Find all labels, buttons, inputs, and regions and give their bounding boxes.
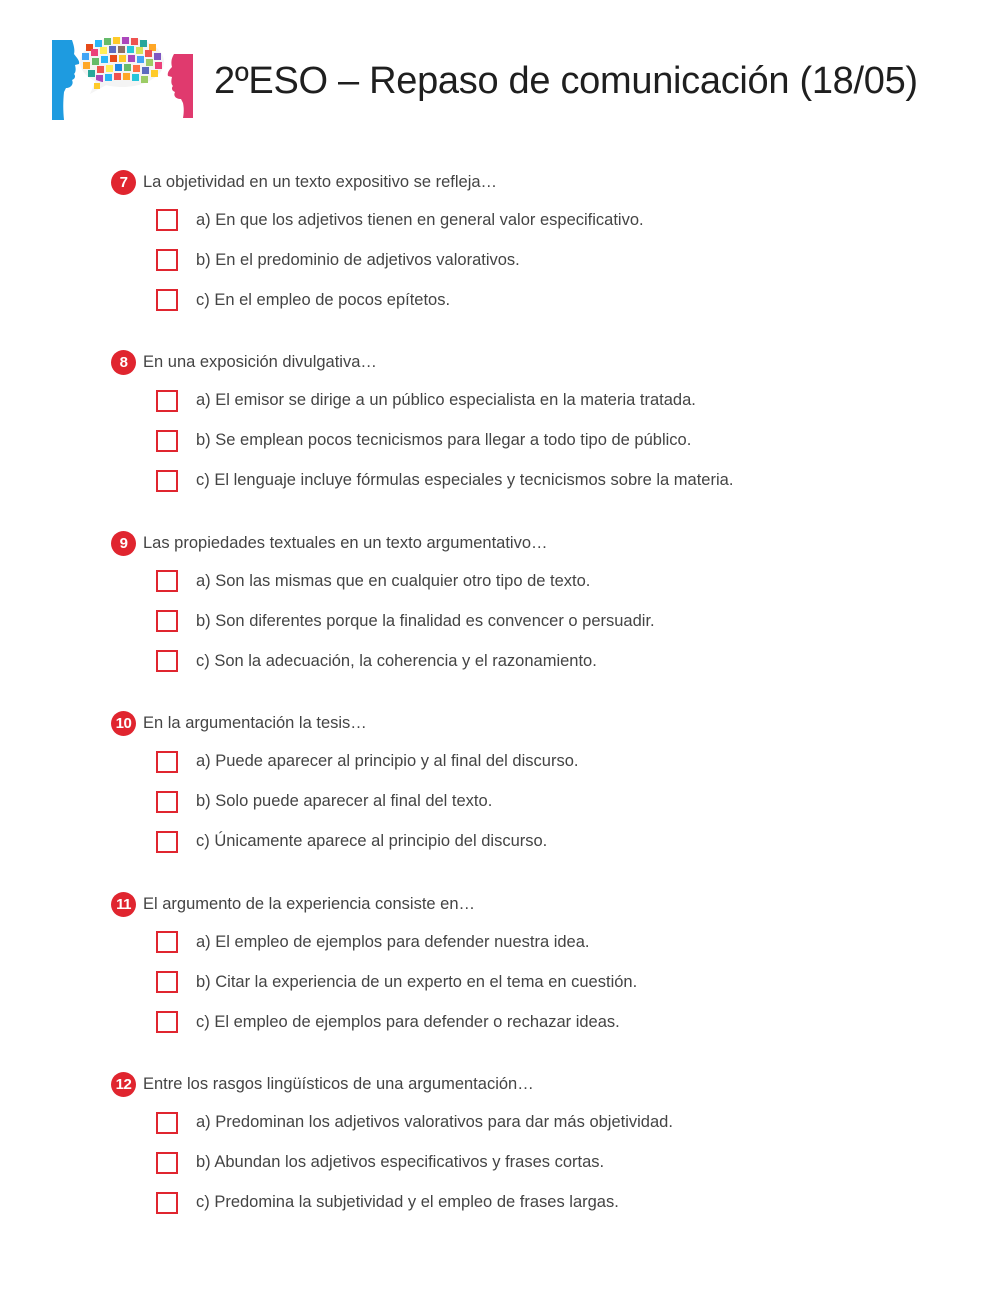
answer-checkbox[interactable]	[156, 931, 178, 953]
option-label: b) Solo puede aparecer al final del texto.	[196, 792, 493, 811]
question-text: El argumento de la experiencia consiste en…	[143, 894, 476, 913]
option-label: a) Predominan los adjetivos valorativos para dar más objetividad.	[196, 1113, 673, 1132]
option-label: b) Se emplean pocos tecnicismos para llegar a todo tipo de público.	[196, 431, 692, 450]
option-label: a) El empleo de ejemplos para defender nuestra idea.	[196, 932, 590, 951]
question-text: En la argumentación la tesis…	[143, 714, 367, 733]
answer-checkbox[interactable]	[156, 1011, 178, 1033]
option-label: c) Son la adecuación, la coherencia y el razonamiento.	[196, 651, 597, 670]
question-number-badge: 11	[111, 892, 136, 917]
option-c	[156, 1009, 620, 1035]
option-label: a) Puede aparecer al principio y al final del discurso.	[196, 752, 579, 771]
option-a	[156, 388, 696, 414]
option-a	[156, 1110, 673, 1136]
answer-checkbox[interactable]	[156, 1152, 178, 1174]
option-label: c) Únicamente aparece al principio del discurso.	[196, 832, 548, 851]
option-a	[156, 207, 644, 233]
option-c	[156, 648, 597, 674]
answer-checkbox[interactable]	[156, 209, 178, 231]
question-header	[111, 1072, 534, 1098]
question-7	[0, 165, 1000, 346]
option-c	[156, 468, 733, 494]
answer-checkbox[interactable]	[156, 470, 178, 492]
option-b	[156, 969, 637, 995]
option-label: a) En que los adjetivos tienen en general valor especificativo.	[196, 210, 644, 229]
option-label: b) Son diferentes porque la finalidad es convencer o persuadir.	[196, 611, 655, 630]
question-text: La objetividad en un texto expositivo se refleja…	[143, 172, 498, 191]
option-label: c) Predomina la subjetividad y el empleo de frases largas.	[196, 1193, 619, 1212]
option-b	[156, 1150, 604, 1176]
question-9	[0, 526, 1000, 707]
question-8	[0, 346, 1000, 527]
question-header	[111, 530, 548, 556]
option-a	[156, 929, 590, 955]
answer-checkbox[interactable]	[156, 831, 178, 853]
option-a	[156, 749, 578, 775]
answer-checkbox[interactable]	[156, 971, 178, 993]
question-header	[111, 169, 497, 195]
option-b	[156, 608, 655, 634]
question-number-badge: 10	[111, 711, 136, 736]
option-c	[156, 287, 450, 313]
option-label: c) El empleo de ejemplos para defender o rechazar ideas.	[196, 1012, 620, 1031]
answer-checkbox[interactable]	[156, 570, 178, 592]
question-text: Entre los rasgos lingüísticos de una argumentación…	[143, 1075, 534, 1094]
option-label: b) Abundan los adjetivos especificativos y frases cortas.	[196, 1153, 605, 1172]
option-label: a) El emisor se dirige a un público especialista en la materia tratada.	[196, 391, 696, 410]
answer-checkbox[interactable]	[156, 249, 178, 271]
option-label: b) Citar la experiencia de un experto en el tema en cuestión.	[196, 972, 638, 991]
answer-checkbox[interactable]	[156, 650, 178, 672]
option-label: b) En el predominio de adjetivos valorativos.	[196, 250, 520, 269]
question-12	[0, 1068, 1000, 1249]
question-text: En una exposición divulgativa…	[143, 353, 377, 372]
question-header	[111, 711, 367, 737]
page-title: 2ºESO – Repaso de comunicación (18/05)	[214, 60, 918, 102]
answer-checkbox[interactable]	[156, 430, 178, 452]
question-header	[111, 891, 475, 917]
question-number-badge: 9	[111, 531, 136, 556]
talking-heads-logo	[50, 32, 195, 122]
option-b	[156, 789, 492, 815]
option-a	[156, 568, 590, 594]
answer-checkbox[interactable]	[156, 289, 178, 311]
answer-checkbox[interactable]	[156, 1112, 178, 1134]
option-label: c) El lenguaje incluye fórmulas especiales y tecnicismos sobre la materia.	[196, 471, 734, 490]
question-text: Las propiedades textuales en un texto argumentativo…	[143, 533, 548, 552]
question-header	[111, 350, 377, 376]
question-number-badge: 7	[111, 170, 136, 195]
answer-checkbox[interactable]	[156, 390, 178, 412]
option-label: c) En el empleo de pocos epítetos.	[196, 290, 451, 309]
answer-checkbox[interactable]	[156, 1192, 178, 1214]
question-10	[0, 707, 1000, 888]
option-label: a) Son las mismas que en cualquier otro tipo de texto.	[196, 571, 591, 590]
question-list	[0, 165, 1000, 1249]
answer-checkbox[interactable]	[156, 751, 178, 773]
option-b	[156, 247, 520, 273]
option-c	[156, 829, 547, 855]
answer-checkbox[interactable]	[156, 610, 178, 632]
question-number-badge: 8	[111, 350, 136, 375]
option-c	[156, 1190, 619, 1216]
page-header	[0, 0, 1000, 130]
option-b	[156, 428, 691, 454]
answer-checkbox[interactable]	[156, 791, 178, 813]
question-11	[0, 887, 1000, 1068]
question-number-badge: 12	[111, 1072, 136, 1097]
